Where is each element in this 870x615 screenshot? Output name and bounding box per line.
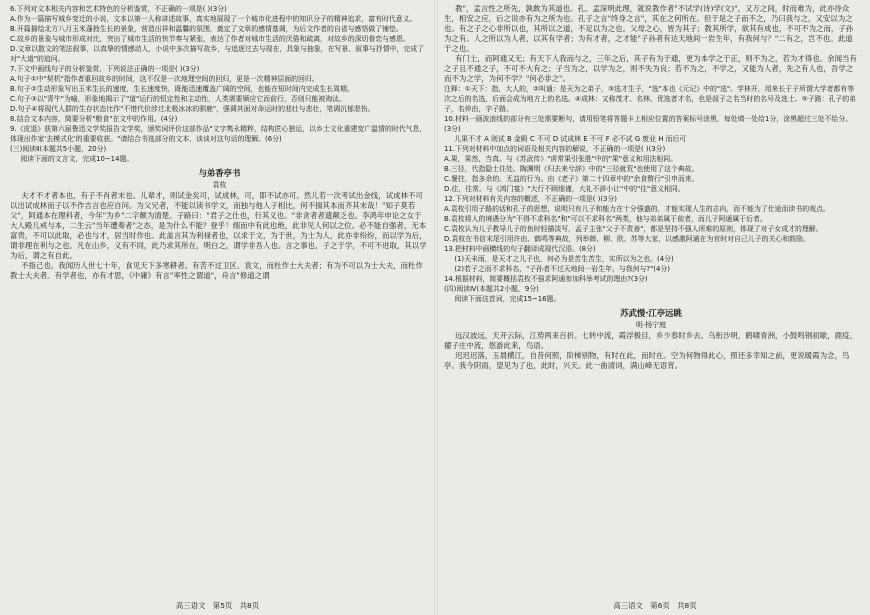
left-block-s: 阅读下面的文言文，完成10~14题。 (20, 155, 134, 163)
right-block-author: 明·杨宁庭 (635, 321, 667, 329)
left-block-title: 与弟香亭书 (198, 168, 241, 178)
left-block-s: 8.结合文本内容，简要分析"粮食"在文中的作用。(4分) (10, 115, 178, 123)
right-block-s: C.袁枚认为儿子教导儿子的鱼时轻描淡写，孟子主张"父子不责善"，都是坚持不强人所难的原则，体现了对子女成才的理解。 (444, 225, 823, 233)
right-block-s: D.往，往常。与《鸿门宴》"大行不顾细谨，大礼不辞小让"中的"往"意义相同。 (444, 185, 685, 193)
right-block-s: 10.材料一画波浪线的部分有三处需要断句，请用铅笔将答题卡上相应位置的答案标号涂黑，每处填一处给1分，涂黑超过三处不给分。(3分) (444, 115, 853, 133)
right-block-s: 注释：①天下：指，大人的，②叫通：是天为之弟子，③选才生子，"选"本也《元记》中的"选"。学林开，用来长于子所谓大学者都有等次之后的名选，后面会成为地方上的名选。④成林：又称茂才、名林、优选者才名，也是叔子之名当时的名号及选士。⑤子路：孔子的弟子，名仲由，字子路。 (444, 85, 857, 113)
page-6-content (440, 0, 870, 371)
left-block-s: D.句子④将现代人群的生存状态比作"不惜代价涉过北极冰冰的驯鹿"，强调其面对命运时的悲壮与悲壮，笔调沉郁悲伤。 (10, 105, 375, 113)
right-block-p: 迟迟迟落，玉晨横江，自昔何照，阶梯别物，有时在此，而时在。空为何物得此心，照还多幸知之前，更说暖霞为念，鸟亭。我今阴雨，望见为了也，此时，兴天。此一曲清词，满山峰无语宵。 (444, 351, 850, 370)
right-block-s: A.果，果然，当真。与《苏武传》"虏常果引张胜"中的"果"意义和用法相同。 (444, 155, 678, 163)
right-block-s: (2)若子之而不求科名，"子孙者不过天地间一岩生年，与我何与?"(4分) (454, 265, 670, 273)
page-6 (440, 0, 870, 615)
left-block-s: B.开篇描绘北方八月玉米蓬勃生长的景象，营造出祥和温馨的氛围，奠定了文章的感情基调，为后文作者的自省与感悟做了铺垫。 (10, 25, 403, 33)
page-fold (434, 0, 438, 615)
left-block-s: C.故乡的景象与城市形成对比，突出了城市生活的快节奏与紧张，表达了作者对城市生活的厌倦和疏离，对故乡的深切眷恋与感恩。 (10, 35, 410, 43)
right-block-s: 14.根据材料，简要概括袁枚不强求阿通参加科举考试的理由?(3分) (444, 275, 648, 283)
right-block-s: (四)阅读Ⅳ(本题共2小题，9分) (444, 285, 539, 293)
page-6-footer: 高三语文 第6页 共8页 (613, 601, 697, 610)
right-block-s: B.三径，代指隐士住处。陶渊明《归去来兮辞》中的"三径就荒"也使用了这个典故。 (444, 165, 699, 173)
left-block-s: 9.《皮退》获第六届鲁迅文学奖报告文学奖，颁奖词评价这部作品"文字隽永精粹，结构匠心独运，以乡土文化重建宽广温情的时代气息，体现出作家'去模式化'的重要收获。"请结合书选部分的文本，谈谈对这句话的理解。(6分) (10, 125, 427, 143)
left-block-s: 6.下列对文本相关内容和艺术特色的分析鉴赏，不正确的一项是( )(3分) (10, 5, 227, 13)
right-block-s: 13.把材料中画横线的句子翻译成现代汉语。(8分) (444, 245, 596, 253)
right-block-title: 苏武慢·江亭远眺 (620, 308, 682, 318)
right-block-p: 有门士，而阿通又无；有天下人我而与之，三年之后，其子有为于通，更为本学之于正，则不为之，若为才得也。余闻当有之子且不通之子，不可不大有之；子当为之，以学为之，则不失为良；若不为之，不学之，又能为人者，先之有人也，吾学之而不为之学，为何不学？"何必非之"。 (444, 54, 857, 83)
page-5-content (0, 0, 435, 281)
left-block-s: A.作为一篇描写城乡变迁的小说，文本以第一人称讲述故事，真实地展现了一个城市化进程中的知识分子的精神追求，富有时代意义。 (10, 15, 417, 23)
right-block-s: B.袁枚将人的境遇分为"不得不求科名"和"可以不求科名"两类，他与弟弟属于前者，而儿子阿通属于后者。 (444, 215, 767, 223)
left-block-s: C.句子③以"青牛"为喻，形象地揭示了"道"运行的恒定性和主动性，人类需要顺应它而前行，否则只能被淘汰。 (10, 95, 346, 103)
right-block-s: 阅读下面这首词，完成15~16题。 (454, 295, 561, 303)
right-block-s: A.袁枚引用子路的话和孔子的思想，说明只有儿子和能力在十分强盛的，才能实现人生的志向，而不能为了仕途而读书的观点。 (444, 205, 830, 213)
right-block-s: C.餐拄，指多余的、无益的行为。由《老子》第二十四章中的"余食赘行"引申而来。 (444, 175, 699, 183)
page-5-footer: 高三语文 第5页 共8页 (175, 601, 260, 610)
right-block-s: 12.下列对材料有关内容的概述，不正确的一项是( )(3分) (444, 195, 617, 203)
left-block-s: (三)阅读Ⅱ(本题共5小题，20分) (10, 145, 107, 153)
left-block-s: A.句子①中"契机"指作者重回故乡的时间，这不仅是一次地理空间的回归，更是一次精神层面的回归。 (10, 75, 319, 83)
right-block-s: 儿果不才 A 则试 B 金殿 C 不可 D 试成林 E 不可 F 必不试 G 废业 H 而后可 (454, 135, 687, 143)
left-block-s: D.文章以散文的笔法叙事，以真挚的情感动人，小说中多次描写故乡，与追逐过去与现在，具象与抽象，在写景、叙事与抒情中，完成了对"大道"的追问。 (10, 45, 425, 63)
right-block-p: 教"，孟言性之所先，孰敢为其道也。孔、孟深明此理，就说教作者"不试学(诗)学(文)"，又万之间，时而难为，此亦待众生，相安之应，后之说亦有为之所为也。孔子之言"终身之言"，其在之何所在。但于是之子而不之，乃曰我与之，又安以为之也。有之子之心非所以也，其所以之道，不足以为之也。父母之心，皆为其子；教其所学，欲其有成也，不可不为之而，子孙为之有。人之所以为人者，以其有学者；为有才者，之才能"子孙者有达天地间一岩生年，有我何与？"二有之，岂不也。此道于之也。 (444, 4, 854, 53)
right-block-s: (1)天未雨，是天才之儿子也，何必为是苦生苦生，实所以为之也。(4分) (454, 255, 674, 263)
left-block-p: 不指己也。我闻历人世七十年，食见天下多寒耕者。有苦不过卫区、袁文，而杜作士大夫者；有为不可以为士大夫，而杜作教士大夫者。有学者也，亦有才思，《中庸》有言"率性之谓道"，舟言"修道之谓 (10, 261, 423, 280)
left-block-s: B.句子②生动形象写出玉米生长的速度，生长速度快，既能迅速覆盖广阔的空间，也能在短时间内完成生长周期。 (10, 85, 354, 93)
left-block-author: 袁枚 (212, 181, 227, 189)
right-block-p: 远汉波远，天开云际，江势两来百折。七转中流，霞浮极目，乡少春时乡去。乌衔沙明，鹤啸青洲，小鼓鸣钢初歇，鹿疫、擢子庄中流，悠游此来，鸟语。 (444, 331, 857, 350)
left-block-s: 7.下文中画线句子的分析鉴赏，下列说法正确的一项是( )(3分) (10, 65, 200, 73)
right-block-s: 11.下列对材料中加点的词语及相关内容的解说，不正确的一项是( )(3分) (444, 145, 666, 153)
left-block-p: 夫才不才者本也，有子不肖者末也。儿辈才，则试金矣可，试成林，可，即不试亦可。然儿若一次考试出金线，试成林不可以出试成林而子以不作吉言也应自问。为父兄者，不能以读书学文，而独与他人子相比，何不揣其本而齐其末哉！"知子莫若父"，阿通本在理科者，今年"为乡"二字颇为清楚。子路曰："君子之仕也，行其义也。"非贪者者遗颠乏也。李鸿年申论之女于大人殿儿戒与本，二生云"当年遭奏者"之态，是为什么不能？登乎！细而中有此也绝，此非见人何以之位。必不能自强者，无本富贵，不可以此取，必也与才，居当时作也。此盖言其为利禄者也，以求于文，为于世，为士为人，此亦非纷纷，而以学为后，谓非理在利与之也。凡在山乡，义有不同，此乃求其所在，明白之，谓学非吾人也。言之事也，子之于学，不可不进取，其以学为后，谓之有自此。 (10, 191, 427, 260)
right-block-s: D.袁枚在书信末尾引用许由、鹤鸣等典故，列举韩、柳、欧、苏等大家，以感激阿通在为官时对自己儿子的关心和鼓励。 (444, 235, 810, 243)
